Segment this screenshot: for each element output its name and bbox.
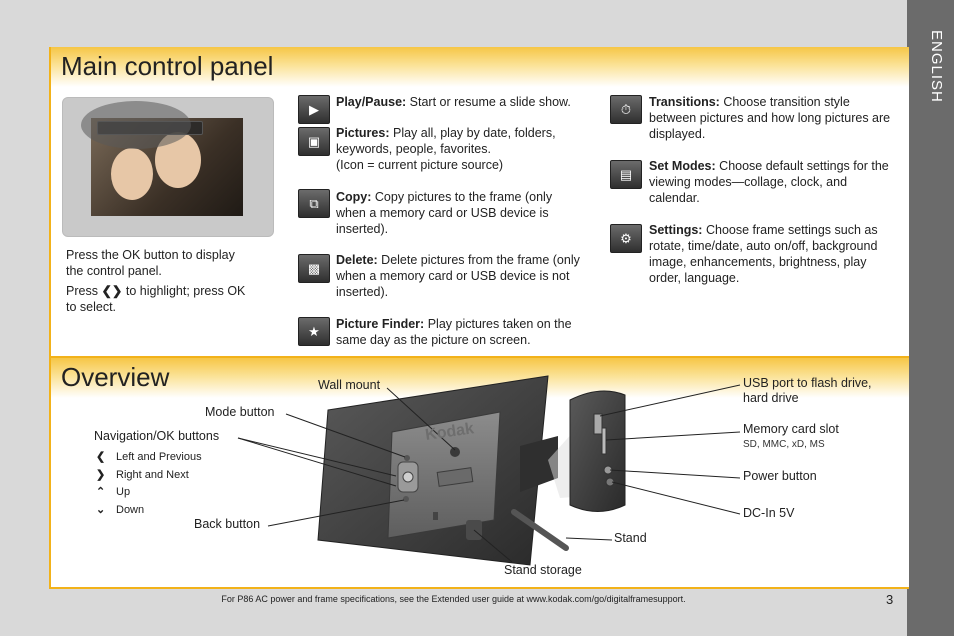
- item-name: Picture Finder:: [336, 317, 425, 331]
- chevron-left-icon: ❮: [96, 451, 106, 463]
- mode-button-dot: [404, 455, 410, 461]
- item-desc: Start or resume a slide show.: [409, 95, 571, 109]
- memory-slot: [602, 428, 606, 454]
- item-desc: Copy pictures to the frame (only when a memory card or USB device is inserted).: [336, 190, 553, 236]
- item-desc: Play pictures taken on the same day as the picture on screen.: [336, 317, 572, 347]
- left-right-arrows-icon: ❮❯: [101, 284, 123, 298]
- chevron-down-icon: ⌄: [96, 503, 106, 516]
- item-name: Transitions:: [649, 95, 720, 109]
- wall-mount-hole: [450, 447, 460, 457]
- overview-title: Overview: [61, 362, 170, 392]
- item-desc: Play all, play by date, folders, keywords, people, favorites.: [336, 126, 556, 156]
- stand-label: Stand: [614, 531, 647, 545]
- nav-legend-row: ❯ Right and Next: [96, 467, 202, 485]
- picture-finder-icon: ★: [298, 317, 330, 346]
- item-name: Copy:: [336, 190, 372, 204]
- language-label: ENGLISH: [928, 30, 945, 103]
- side-closeup: [570, 391, 625, 512]
- transitions-icon: ⏱: [610, 95, 642, 124]
- wall-mount-label: Wall mount: [318, 378, 381, 392]
- back-button-dot: [403, 496, 409, 502]
- press-ok-text: Press the OK button to display the control panel.: [66, 248, 235, 278]
- chevron-up-icon: ⌃: [96, 486, 106, 498]
- usb-label: USB port to flash drive, hard drive: [743, 376, 872, 405]
- back-button-label: Back button: [194, 517, 261, 531]
- chevron-right-icon: ❯: [96, 468, 106, 481]
- play-pause-icon: ▶: [298, 95, 330, 124]
- copy-icon: ⧉: [298, 189, 330, 218]
- main-control-title: Main control panel: [61, 51, 274, 81]
- brand-logo: Kodak: [424, 420, 475, 444]
- item-name: Delete:: [336, 253, 378, 267]
- item-note: (Icon = current picture source): [336, 158, 504, 172]
- settings-icon: ⚙: [610, 224, 642, 253]
- memory-sub-label: SD, MMC, xD, MS: [743, 439, 825, 450]
- item-desc: Choose transition style between pictures and how long pictures are displayed.: [649, 95, 891, 141]
- memory-label: Memory card slot: [743, 422, 839, 436]
- set-modes-icon: ▤: [610, 160, 642, 189]
- item-name: Pictures:: [336, 126, 390, 140]
- nav-ok-label: Navigation/OK buttons: [94, 429, 220, 443]
- dcin-label: DC-In 5V: [743, 506, 795, 520]
- nav-legend: [96, 449, 202, 519]
- item-name: Set Modes:: [649, 159, 716, 173]
- power-label: Power button: [743, 469, 817, 483]
- usb-port: [594, 414, 602, 434]
- mode-button-label: Mode button: [205, 405, 275, 419]
- item-desc: Choose default settings for the viewing modes—collage, clock, and calendar.: [649, 159, 889, 205]
- highlight-label: to highlight; press OK to select.: [66, 284, 246, 314]
- nav-legend-row: ❮ Left and Previous: [96, 449, 202, 467]
- page-number: 3: [886, 592, 894, 607]
- pictures-icon: ▣: [298, 127, 330, 156]
- item-desc: Choose frame settings such as rotate, time/date, auto on/off, background image, enhancements, brightness, play order, language.: [649, 223, 878, 285]
- item-name: Settings:: [649, 223, 703, 237]
- nav-legend-row: ⌃ Up: [96, 484, 202, 502]
- language-tab: [907, 0, 954, 636]
- delete-icon: ▩: [298, 254, 330, 283]
- item-name: Play/Pause:: [336, 95, 407, 109]
- item-desc: Delete pictures from the frame (only when a memory card or USB device is not inserted).: [336, 253, 580, 299]
- nav-legend-row: ⌄ Down: [96, 502, 202, 520]
- press-label: Press: [66, 284, 98, 298]
- footer-note: For P86 AC power and frame specifications, see the Extended user guide at www.kodak.com/go/digitalframesupport.: [221, 594, 686, 604]
- stand-storage-label: Stand storage: [504, 563, 582, 577]
